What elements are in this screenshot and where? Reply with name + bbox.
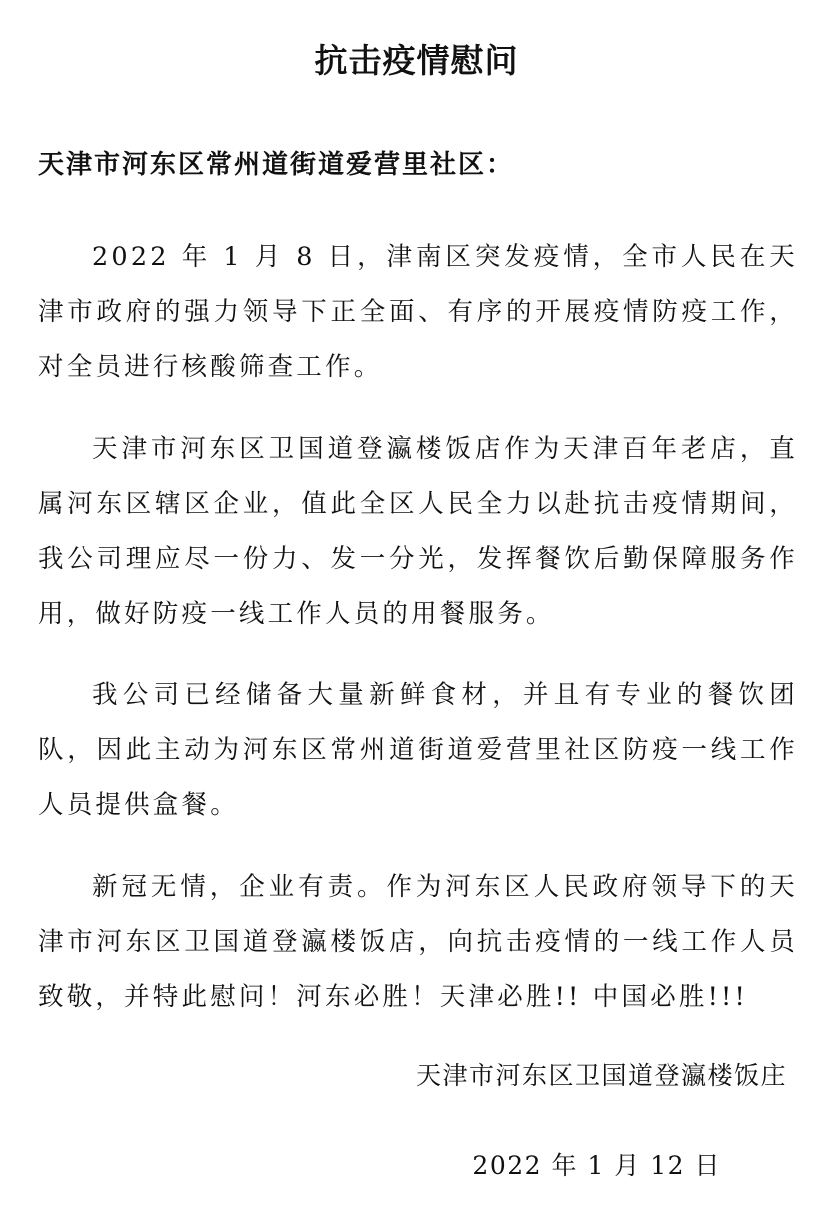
signature: 天津市河东区卫国道登瀛楼饭庄 [415,1061,787,1090]
letter-date: 2022 年 1 月 12 日 [472,1151,721,1180]
body-paragraph-4: 新冠无情，企业有责。作为河东区人民政府领导下的天津市河东区卫国道登瀛楼饭店，向抗击疫情的一线工作人员致敬，并特此慰问！河东必胜！天津必胜!! 中国必胜!!! [38,872,798,1012]
salutation: 天津市河东区常州道街道爱营里社区： [38,150,515,180]
body-paragraph-3: 我公司已经储备大量新鲜食材，并且有专业的餐饮团队，因此主动为河东区常州道街道爱营里社区防疫一线工作人员提供盒餐。 [38,680,798,820]
body-paragraph-2: 天津市河东区卫国道登瀛楼饭店作为天津百年老店，直属河东区辖区企业，值此全区人民全力以赴抗击疫情期间，我公司理应尽一份力、发一分光，发挥餐饮后勤保障服务作用，做好防疫一线工作人员的用餐服务。 [38,434,798,629]
body-paragraph-1: 2022 年 1 月 8 日，津南区突发疫情，全市人民在天津市政府的强力领导下正全面、有序的开展疫情防疫工作，对全员进行核酸筛查工作。 [38,242,798,382]
letter-title: 抗击疫情慰问 [314,41,519,80]
